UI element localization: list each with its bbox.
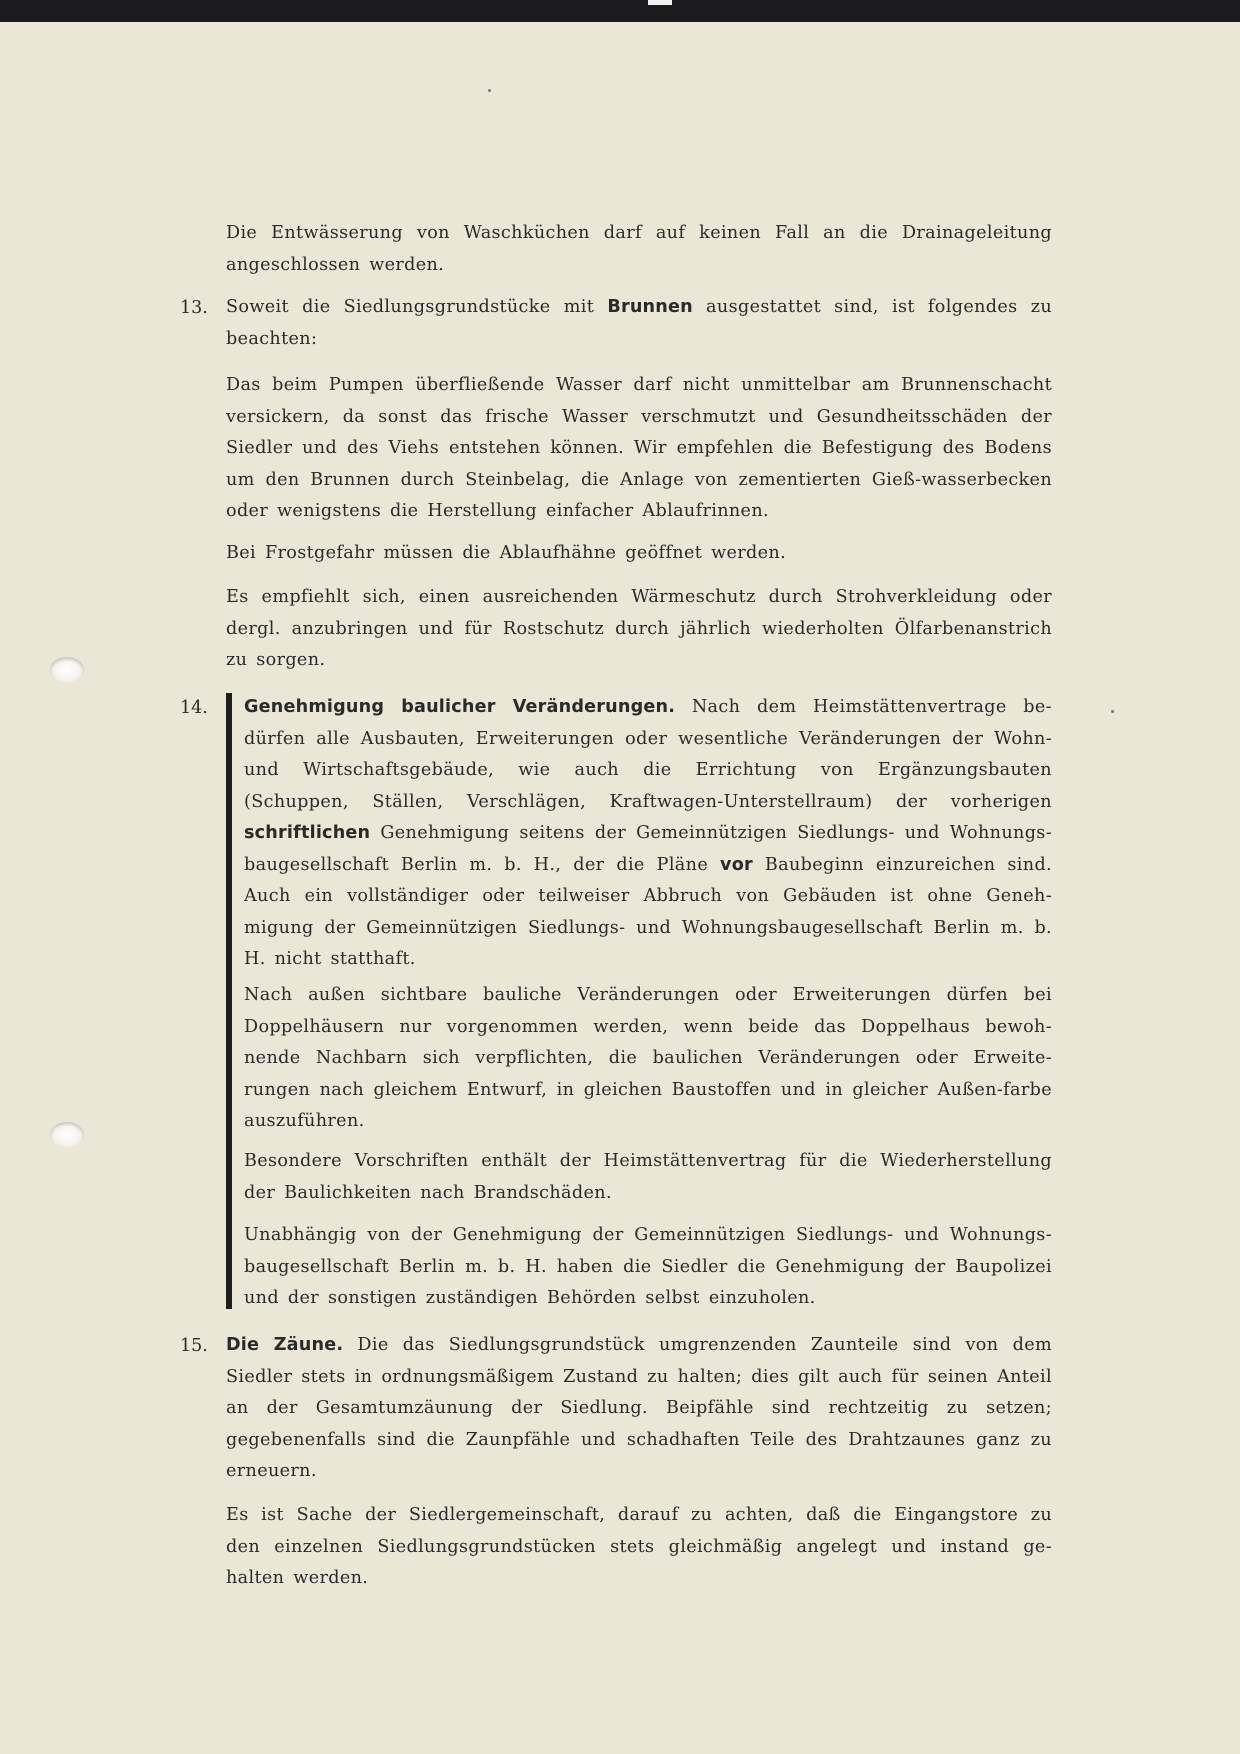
section-13-paragraph-1 (226, 370, 1052, 528)
paragraph-text: Besondere Vorschriften enthält der Heimstättenvertrag für die Wiederherstellung der Baulichkeiten nach Brandschäden. (244, 1151, 1052, 1203)
section-14-paragraph-2 (244, 980, 1052, 1138)
paragraph-text: Nach dem Heimstättenvertrage be-dürfen alle Ausbauten, Erweiterungen oder wesentliche Veränderungen der Wohn- und Wirtschaftsgebäude, wie auch die Errichtung von Ergänzungsbauten (Schuppen, Ställen, Verschlägen, Kraftwagen-Unterstellraum) der vorherigen (244, 697, 1052, 812)
paragraph-text: Bei Frostgefahr müssen die Ablaufhähne geöffnet werden. (226, 543, 787, 563)
paragraph-text: Baubeginn einzureichen sind. Auch ein vollständiger oder teilweiser Abbruch von Gebäuden ist ohne Geneh-migung der Gemeinnützigen Siedlungs- und Wohnungsbaugesellschaft Berlin m. b. H. nicht statthaft. (244, 854, 1052, 969)
paragraph-text: Nach außen sichtbare bauliche Veränderungen oder Erweiterungen dürfen bei Doppelhäusern nur vorgenommen werden, wenn beide das Doppelhaus bewoh-nende Nachbarn sich verpflichten, die baulichen Veränderungen oder Erweite-rungen nach gleichem Entwurf, in gleichen Baustoffen und in gleicher Außen-farbe auszuführen. (244, 985, 1052, 1131)
keyword-brunnen: Brunnen (607, 297, 693, 317)
keyword-schriftlichen: schriftlichen (244, 823, 371, 843)
scan-top-border (0, 0, 1240, 22)
paper-speck (1111, 710, 1114, 713)
section-15-paragraph-2 (226, 1500, 1052, 1595)
paragraph-text: Die Entwässerung von Waschküchen darf auf keinen Fall an die Drainageleitung angeschlossen werden. (226, 223, 1052, 275)
keyword-vor: vor (720, 854, 753, 875)
section-14-paragraph-4 (244, 1220, 1052, 1315)
section-13-paragraph-2 (226, 538, 1052, 570)
paragraph-text: Genehmigung seitens der Gemeinnützigen Siedlungs- und Wohnungs-baugesellschaft Berlin m. b. H., der die Pläne (244, 823, 1052, 875)
punch-hole-upper (50, 657, 84, 683)
intro-text: Soweit die Siedlungsgrundstücke mit (226, 297, 608, 317)
section-13-intro (226, 292, 1052, 355)
section-15-paragraph-1 (226, 1330, 1052, 1488)
intro-text-cont: ausgestattet sind, ist folgendes zu beachten: (226, 297, 1053, 349)
paragraph-text: Es empfiehlt sich, einen ausreichenden Wärmeschutz durch Strohverkleidung oder dergl. anzubringen und für Rostschutz durch jährlich wiederholten Ölfarbenanstrich zu sorgen. (226, 587, 1052, 670)
paragraph-text: Das beim Pumpen überfließende Wasser darf nicht unmittelbar am Brunnenschacht versickern, da sonst das frische Wasser verschmutzt und Gesundheitsschäden der Siedler und des Viehs entstehen können. Wir empfehlen die Befestigung des Bodens um den Brunnen durch Steinbelag, die Anlage von zementierten Gieß-wasserbecken oder wenigstens die Herstellung einfacher Ablaufrinnen. (226, 375, 1052, 521)
section-15-heading: Die Zäune. (226, 1335, 344, 1355)
paragraph-text: Unabhängig von der Genehmigung der Gemeinnützigen Siedlungs- und Wohnungs-baugesellschaft Berlin m. b. H. haben die Siedler die Genehmigung der Baupolizei und der sonstigen zuständigen Behörden selbst einzuholen. (244, 1225, 1052, 1308)
section-14-paragraph-1 (244, 692, 1052, 976)
paragraph-text: Die das Siedlungsgrundstück umgrenzenden Zaunteile sind von dem Siedler stets in ordnungsmäßigem Zustand zu halten; dies gilt auch für seinen Anteil an der Gesamtumzäunung der Siedlung. Beipfähle sind rechtzeitig zu setzen; gegebenenfalls sind die Zaunpfähle und schadhaften Teile des Drahtzaunes ganz zu erneuern. (226, 1335, 1052, 1481)
punch-hole-lower (50, 1122, 84, 1148)
section-14-number: 14. (180, 698, 208, 718)
section-15-number: 15. (180, 1336, 208, 1356)
section-14-paragraph-3 (244, 1146, 1052, 1209)
margin-bar (226, 693, 232, 1309)
section-13-paragraph-3 (226, 582, 1052, 677)
paragraph-text: Es ist Sache der Siedlergemeinschaft, darauf zu achten, daß die Eingangstore zu den einzelnen Siedlungsgrundstücken stets gleichmäßig angelegt und instand ge-halten werden. (226, 1505, 1052, 1588)
scan-notch (648, 0, 672, 5)
drainage-paragraph (226, 218, 1052, 281)
section-13-number: 13. (180, 298, 208, 318)
section-14-heading: Genehmigung baulicher Veränderungen. (244, 697, 676, 717)
paper-speck (488, 89, 491, 92)
